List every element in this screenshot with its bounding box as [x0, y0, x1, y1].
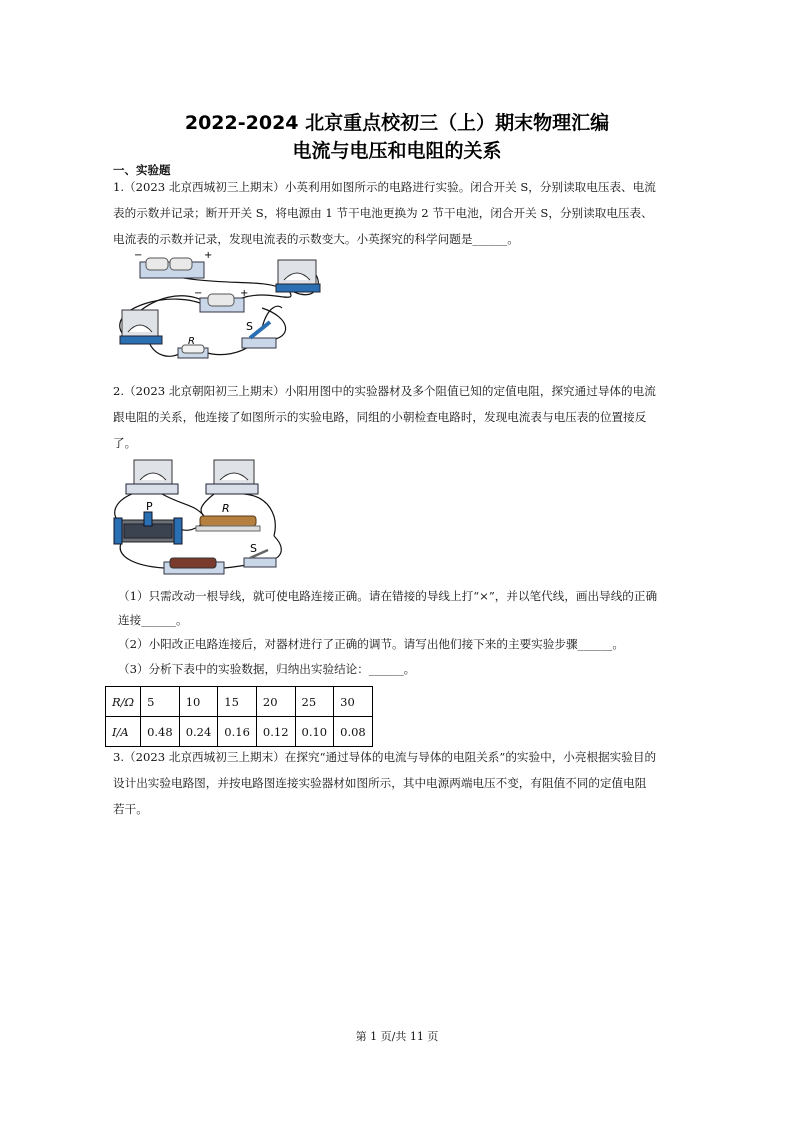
battery-holder-one: [200, 294, 244, 312]
resistor: [196, 516, 260, 531]
table-cell: 30: [334, 687, 373, 717]
table-cell: 5: [141, 687, 180, 717]
question-2-line: 了。: [113, 436, 137, 450]
rheostat: [114, 512, 182, 544]
table-cell: 0.10: [295, 717, 334, 747]
question-2: [113, 378, 685, 456]
table-cell: 0.12: [256, 717, 295, 747]
page-title: 2022-2024 北京重点校初三（上）期末物理汇编: [184, 112, 610, 134]
voltmeter: [206, 460, 258, 494]
table-cell: 0.08: [334, 717, 373, 747]
page-subtitle: 电流与电压和电阻的关系: [292, 140, 502, 162]
subquestion-3: （3）分析下表中的实验数据，归纳出实验结论：______。: [118, 662, 416, 676]
question-3-line: 设计出实验电路图，并按电路图连接实验器材如图所示，其中电源两端电压不变，有阻值不同的定值电阻: [113, 776, 647, 790]
battery-minus-label: −: [134, 250, 143, 261]
switch: [244, 550, 276, 567]
question-2-line: 跟电阻的关系，他连接了如图所示的实验电路，同组的小朝检查电路时，发现电流表与电压表的位置接反: [113, 410, 647, 424]
table-row: [106, 687, 373, 717]
table-cell: 0.16: [218, 717, 257, 747]
ammeter: [120, 310, 162, 344]
question-1: [113, 174, 685, 252]
switch-label: S: [246, 320, 253, 333]
table-cell: 10: [179, 687, 218, 717]
subquestion-2: （2）小阳改正电路连接后，对器材进行了正确的调节。请写出他们接下来的主要实验步骤______。: [118, 637, 624, 651]
resistor-label: R: [188, 336, 195, 347]
table-cell: 0.48: [141, 717, 180, 747]
question-3-line: 若干。: [113, 802, 148, 816]
battery-plus-label: +: [240, 288, 249, 299]
table-row: [106, 717, 373, 747]
switch-label: S: [250, 542, 257, 555]
section-heading: 一、实验题: [113, 163, 171, 177]
question-1-line: 电流表的示数并记录，发现电流表的示数变大。小英探究的科学问题是______。: [113, 232, 519, 246]
voltmeter: [276, 260, 320, 292]
data-table: [105, 686, 373, 747]
table-cell: 25: [295, 687, 334, 717]
question-2-line: 2.（2023 北京朝阳初三上期末）小阳用图中的实验器材及多个阻值已知的定值电阻，探究通过导体的电流: [113, 384, 656, 398]
circuit-figure-1: [112, 248, 322, 372]
battery-minus-label: −: [194, 288, 203, 299]
circuit-figure-2: [104, 456, 294, 582]
battery-holder-two: [140, 258, 204, 278]
table-header-cell: I/A: [106, 717, 141, 747]
subquestion-1-cont: 连接______。: [118, 613, 188, 627]
question-1-line: 1.（2023 北京西城初三上期末）小英利用如图所示的电路进行实验。闭合开关 S，分别读取电压表、电流: [113, 180, 656, 194]
subquestion-1: （1）只需改动一根导线，就可使电路连接正确。请在错接的导线上打“×”，并以笔代线，画出导线的正确: [118, 589, 658, 603]
table-header-cell: R/Ω: [106, 687, 141, 717]
slider-label: P: [146, 500, 153, 513]
table-cell: 15: [218, 687, 257, 717]
question-3-line: 3.（2023 北京西城初三上期末）在探究“通过导体的电流与导体的电阻关系”的实验中，小亮根据实验目的: [113, 750, 657, 764]
question-3: [113, 744, 685, 822]
resistor-label: R: [222, 502, 230, 515]
battery-box: [164, 558, 224, 574]
table-cell: 20: [256, 687, 295, 717]
question-1-line: 表的示数并记录；断开开关 S，将电源由 1 节干电池更换为 2 节干电池，闭合开关 S，分别读取电压表、: [113, 206, 653, 220]
battery-plus-label: +: [204, 250, 213, 261]
table-cell: 0.24: [179, 717, 218, 747]
ammeter: [126, 460, 178, 494]
page-number: 第 1 页/共 11 页: [355, 1030, 439, 1043]
